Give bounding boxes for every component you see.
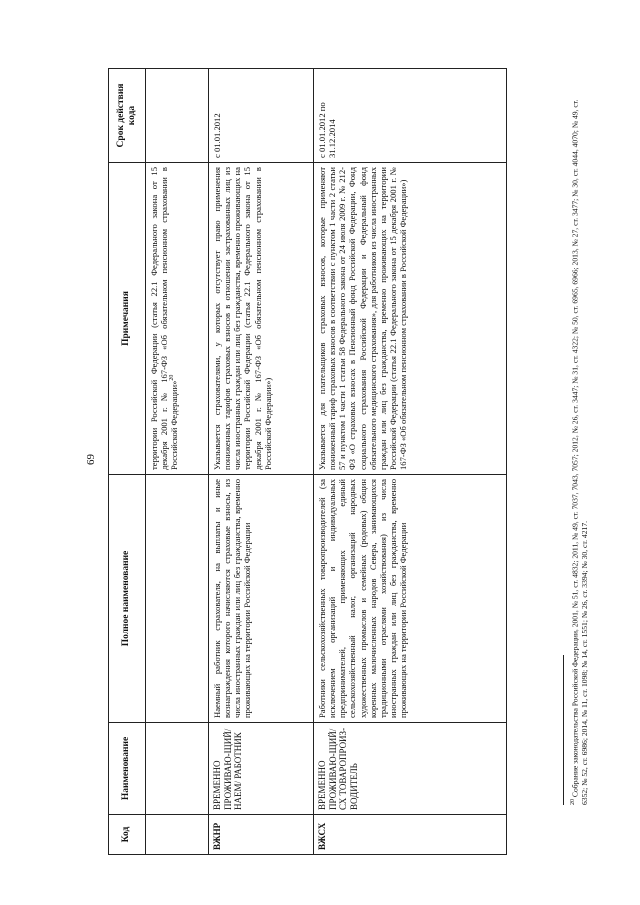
header-full-name: Полное наименование <box>109 475 146 723</box>
table-row <box>146 69 209 855</box>
page-number: 69 <box>85 454 97 465</box>
cell-code: ВЖСХ <box>314 815 507 855</box>
footnote-ref: 20 <box>169 374 176 381</box>
cell-notes: Указывается для плательщиков страховых взносов, которые применяют пониженный тариф страховых взносов в соответствии с пунктом 1 части 2 статьи 57 и пунктом 1 части 1 статьи 58 Федерального закона от 24 июля 2009 г. № 212-ФЗ «О страховых взносах в Пенсионный фонд Российской Федерации, Фонд социального страхования Российской Федерации и Федеральный фонд обязательного медицинского страхования», для работников из числа иностранных граждан или лиц без гражданства, временно проживающих на территории Российской Федерации (статья 22.1 Федерального закона от 15 декабря 2001 г. № 167-ФЗ «Об обязательном пенсионном страховании в Российской Федерации») <box>314 163 507 475</box>
cell-name: ВРЕМЕННО ПРОЖИВАЮ-ЩИЙ/ СХ ТОВАРОПРОИЗ-ВОДИТЕЛЬ <box>314 723 507 815</box>
footnote-mark: 20 <box>570 799 576 805</box>
cell-code <box>146 815 209 855</box>
header-name: Наименование <box>109 723 146 815</box>
cell-full-name: Работники сельскохозяйственных товаропроизводителей (за исключением организаций и индивидуальных предпринимателей, применяющих единый сельскохозяйственный налог, организаций народных художественных промыслов и семейных (родовых) общин коренных малочисленных народов Севера, занимающихся традиционными отраслями хозяйствования) из числа иностранных граждан или лиц без гражданства, временно проживающих на территории Российской Федерации <box>314 475 507 723</box>
cell-code: ВЖНР <box>209 815 314 855</box>
cell-validity <box>146 69 209 163</box>
footnote-text: Собрание законодательства Российской Федерации, 2001, № 51, ст. 4832; 2011, № 49, ст. 7037, 7043, 7057; 2012, № 26, ст. 3447; № 31, ст. 4322; № 50, ст. 6965, 6966; 2013, № 27, ст. 3477; № 30, ст. 4044, 4070; № 49, ст. 6352; № 52, ст. 6986; 2014, № 11, ст. 1098; № 14, ст. 1551; № 26, ст. 3394; № 30, ст. 4217. <box>570 99 590 805</box>
notes-text: территории Российской Федерации (статья 22.1 Федерального закона от 15 декабря 2001 г. № 167-ФЗ «Об обязательном пенсионном страховании в Российской Федерации» <box>149 167 180 470</box>
cell-validity: с 01.01.2012 по 31.12.2014 <box>314 69 507 163</box>
footnote-separator <box>563 655 564 805</box>
cell-full-name: Наемный работник страхователя, на выплаты и иные вознаграждения которого начисляются страховые взносы, из числа иностранных граждан или лиц без гражданства, временно проживающих на территории Российской Федерации <box>209 475 314 723</box>
header-notes: Примечания <box>109 163 146 475</box>
cell-validity: с 01.01.2012 <box>209 69 314 163</box>
cell-notes: Указывается страхователями, у которых отсутствует право применения пониженных тарифов страховых взносов в отношении застрахованных лиц из числа иностранных граждан или лиц без гражданства, временно проживающих на территории Российской Федерации (статья 22.1 Федерального закона от 15 декабря 2001 г. № 167-ФЗ «Об обязательном пенсионном страховании в Российской Федерации») <box>209 163 314 475</box>
table-row <box>209 69 314 855</box>
cell-full-name <box>146 475 209 723</box>
header-code: Код <box>109 815 146 855</box>
table-header-row <box>109 69 146 855</box>
cell-name <box>146 723 209 815</box>
cell-notes <box>146 163 209 475</box>
footnote <box>570 85 590 805</box>
header-validity: Срок действия кода <box>109 69 146 163</box>
codes-table <box>108 68 507 855</box>
table-row <box>314 69 507 855</box>
cell-name: ВРЕМЕННО ПРОЖИВАЮ-ЩИЙ/ НАЕМ/ РАБОТНИК <box>209 723 314 815</box>
